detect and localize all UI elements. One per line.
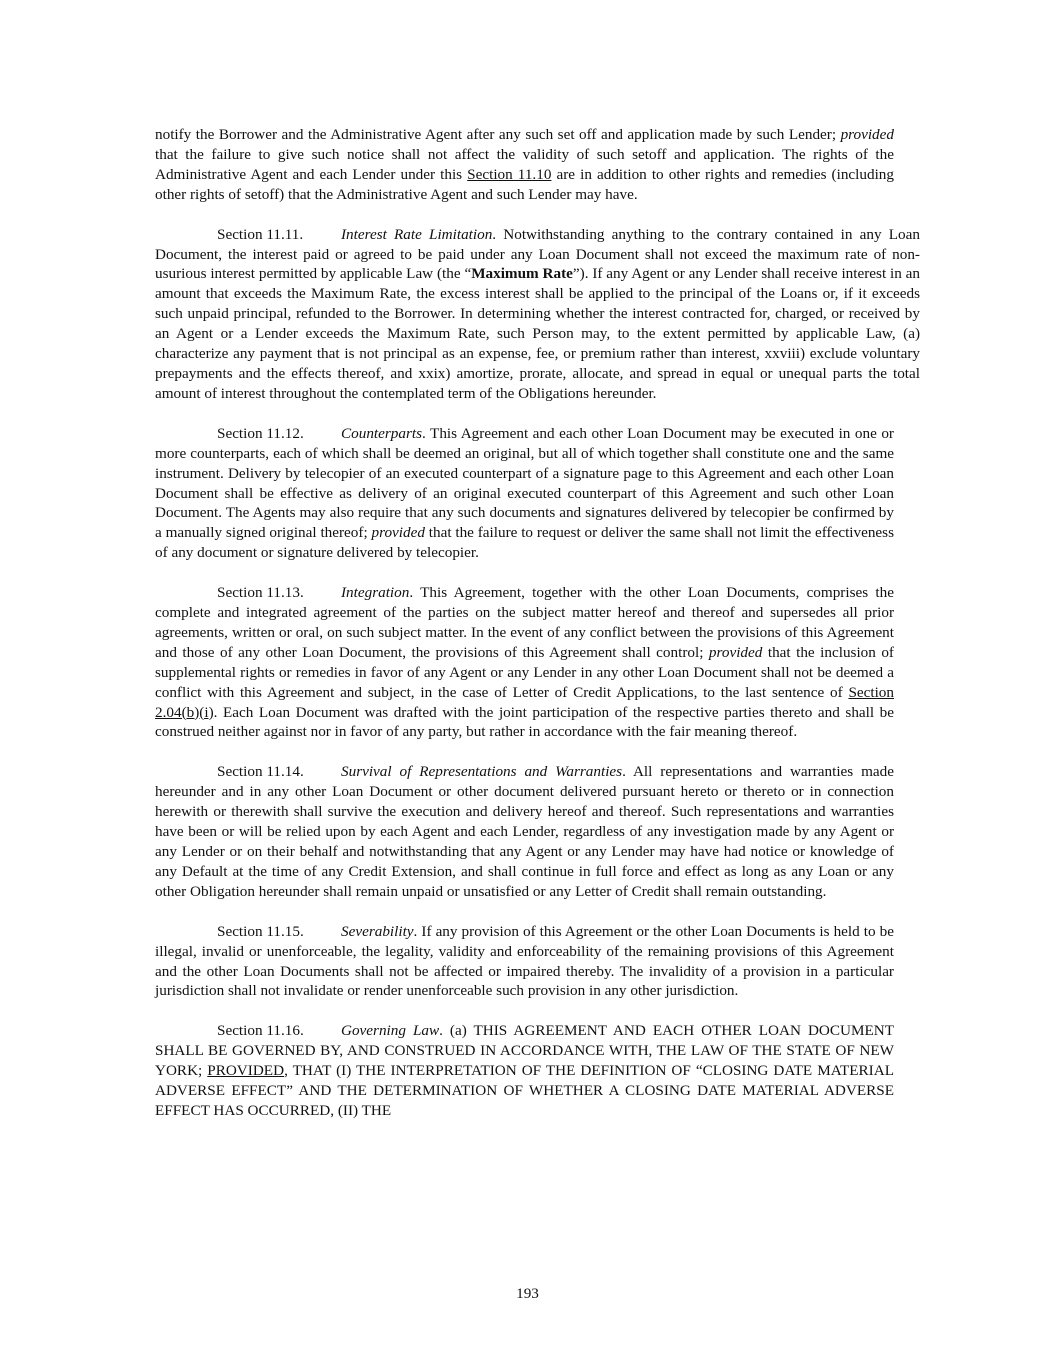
text-run: are in addition to other rights and remedies (including other rights of setoff) that the Administrative Agent and such Lender may have. — [155, 165, 894, 203]
section-reference-link[interactable]: Section 2.04(b)(i) — [155, 683, 894, 721]
section-11-13 — [155, 583, 894, 742]
section-11-11 — [155, 225, 920, 404]
document-page — [155, 125, 920, 1141]
section-title: Governing Law — [341, 1022, 440, 1040]
section-11-16 — [155, 1021, 894, 1121]
text-run: . All representations and warranties made hereunder and in any other Loan Document or other document delivered pursuant hereto or thereto or in connection herewith or therewith shall survive the execution and delivery hereof and thereof. Such representations and warranties have been or will be relied upon by each Agent and each Lender, regardless of any investigation made by any Agent or any Lender or on their behalf and notwithstanding that any Agent or any Lender may have had notice or knowledge of any Default at the time of any Credit Extension, and shall continue in full force and effect as long as any Loan or any other Obligation hereunder shall remain unpaid or unsatisfied or any Letter of Credit shall remain outstanding. — [155, 763, 894, 900]
paragraph-continuation — [155, 125, 894, 205]
section-11-14 — [155, 762, 894, 901]
provided-term: PROVIDED — [207, 1062, 285, 1080]
section-number: Section 11.11. — [217, 225, 304, 243]
text-run: . (a) THIS AGREEMENT AND EACH OTHER LOAN DOCUMENT SHALL BE GOVERNED BY, AND CONSTRUED IN ACCORDANCE WITH, THE LAW OF THE STATE OF NEW YORK; — [155, 1022, 894, 1080]
section-number: Section 11.15. — [217, 922, 304, 940]
provided-term: provided — [840, 126, 894, 143]
text-run: . This Agreement, together with the other Loan Documents, comprises the complete and integrated agreement of the parties on the subject matter hereof and thereof and supersedes all prior agreements, written or oral, on such subject matter. In the event of any conflict between the provisions of this Agreement and those of any other Loan Document, the provisions of this Agreement shall control; — [155, 584, 894, 661]
provided-term: provided — [371, 524, 425, 542]
text-run: that the inclusion of supplemental rights or remedies in favor of any Agent or any Lender in any other Loan Document shall not be deemed a conflict with this Agreement and subject, in the case of Letter of Credit Applications, to the last sentence of — [155, 643, 894, 701]
section-number: Section 11.16. — [217, 1022, 304, 1040]
text-run: notify the Borrower and the Administrative Agent after any such set off and application made by such Lender; — [155, 126, 841, 143]
section-number: Section 11.12. — [217, 424, 304, 442]
text-run: . Notwithstanding anything to the contrary contained in any Loan Document, the interest paid or agreed to be paid under any Loan Document shall not exceed the maximum rate of non-usurious interest permitted by applicable Law (the “ — [155, 225, 920, 283]
section-11-12 — [155, 424, 894, 563]
section-title: Integration — [341, 584, 410, 602]
section-reference-link[interactable]: Section 11.10 — [467, 165, 552, 183]
section-number: Section 11.13. — [217, 584, 304, 602]
text-run: , THAT (I) THE INTERPRETATION OF THE DEFINITION OF “CLOSING DATE MATERIAL ADVERSE EFFECT” AND THE DETERMINATION OF WHETHER A CLOSING DATE MATERIAL ADVERSE EFFECT HAS OCCURRED, (II) THE — [155, 1062, 894, 1119]
section-title: Interest Rate Limitation — [341, 225, 493, 243]
section-title: Severability — [341, 922, 414, 940]
text-run: . This Agreement and each other Loan Document may be executed in one or more counterparts, each of which shall be deemed an original, but all of which together shall constitute one and the same instrument. Delivery by telecopier of an executed counterpart of a signature page to this Agreement and each other Loan Document shall be effective as delivery of an original executed counterpart of this Agreement and such other Loan Document. The Agents may also require that any such documents and signatures delivered by telecopier be confirmed by a manually signed original thereof; — [155, 424, 894, 542]
text-run: . If any provision of this Agreement or the other Loan Documents is held to be illegal, invalid or unenforceable, the legality, validity and enforceability of the remaining provisions of this Agreement and the other Loan Documents shall not be affected or impaired thereby. The invalidity of a provision in a particular jurisdiction shall not invalidate or render unenforceable such provision in any other jurisdiction. — [155, 922, 894, 1000]
section-number: Section 11.14. — [217, 763, 304, 781]
text-run: that the failure to give such notice shall not affect the validity of such setoff and application. The rights of the Administrative Agent and each Lender under this — [155, 145, 894, 183]
text-run: . Each Loan Document was drafted with the joint participation of the respective parties thereto and shall be construed neither against nor in favor of any party, but rather in accordance with the fair meaning thereof. — [155, 703, 894, 741]
text-run: ”). If any Agent or any Lender shall receive interest in an amount that exceeds the Maximum Rate, the excess interest shall be applied to the principal of the Loans or, if it exceeds such unpaid principal, refunded to the Borrower. In determining whether the interest contracted for, charged, or received by an Agent or a Lender exceeds the Maximum Rate, such Person may, to the extent permitted by applicable Law, (a) characterize any payment that is not principal as an expense, fee, or premium rather than interest, xxviii) exclude voluntary prepayments and the effects thereof, and xxix) amortize, prorate, allocate, and spread in equal or unequal parts the total amount of interest throughout the contemplated term of the Obligations hereunder. — [155, 265, 920, 402]
section-title: Counterparts — [341, 424, 423, 442]
section-title: Survival of Representations and Warranties — [341, 763, 623, 781]
section-11-15 — [155, 922, 894, 1002]
provided-term: provided — [708, 643, 763, 661]
text-run: that the failure to request or deliver the same shall not limit the effectiveness of any document or signature delivered by telecopier. — [155, 524, 894, 562]
page-number: 193 — [516, 1285, 539, 1302]
defined-term: Maximum Rate — [471, 265, 573, 283]
